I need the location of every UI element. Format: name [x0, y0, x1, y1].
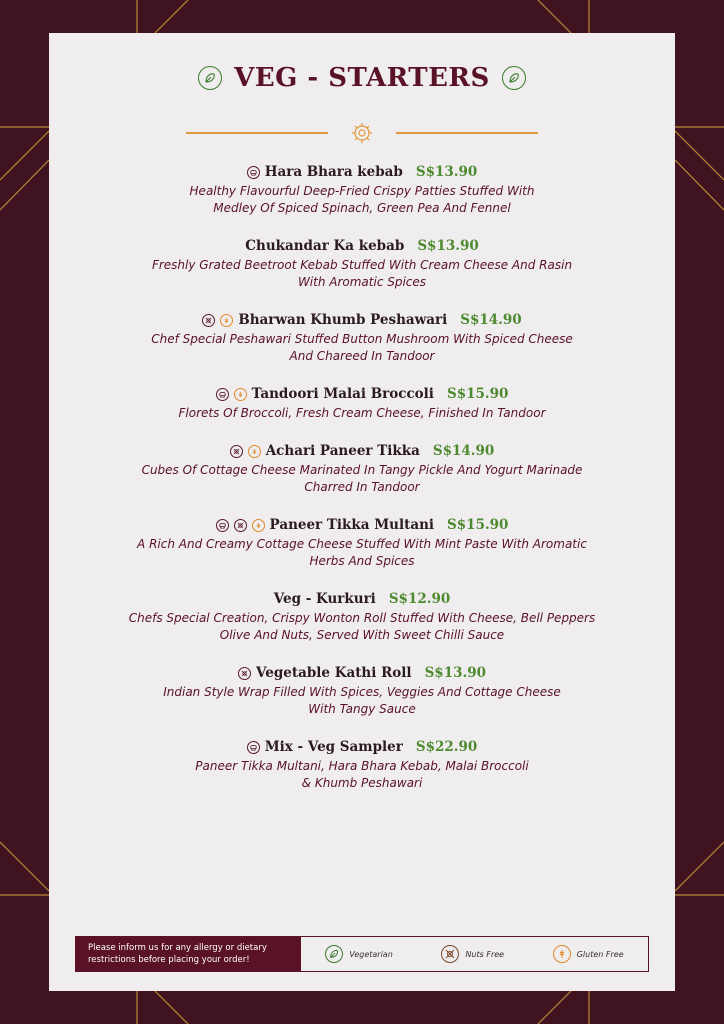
- vegetarian-icon: [502, 66, 526, 90]
- item-description: Chefs Special Creation, Crispy Wonton Roll Stuffed With Cheese, Bell Peppers: [128, 611, 596, 625]
- menu-item-header: [49, 237, 675, 255]
- item-price: S$14.90: [460, 312, 522, 328]
- gluten-free-icon: [248, 445, 261, 458]
- vegetarian-icon: [325, 945, 343, 963]
- item-description: Florets Of Broccoli, Fresh Cream Cheese, Finished In Tandoor: [178, 406, 546, 420]
- menu-item: [49, 163, 675, 217]
- item-price: S$12.90: [388, 591, 451, 607]
- legend-item-vegetarian: [325, 945, 392, 963]
- menu-item-header: [49, 738, 675, 756]
- menu-item-header: [49, 516, 675, 534]
- gluten-free-icon: [553, 945, 571, 963]
- item-name: Mix - Veg Sampler: [264, 739, 403, 755]
- item-description: Freshly Grated Beetroot Kebab Stuffed With Cream Cheese And Rasin: [151, 258, 573, 272]
- item-description: A Rich And Creamy Cottage Cheese Stuffed With Mint Paste With Aromatic: [137, 537, 587, 551]
- item-name: Bharwan Khumb Peshawari: [238, 312, 448, 328]
- item-name: Paneer Tikka Multani: [269, 517, 435, 533]
- item-name: Hara Bhara kebab: [264, 164, 403, 180]
- item-price: S$13.90: [424, 665, 486, 681]
- nuts-free-icon: [230, 445, 243, 458]
- item-price: S$14.90: [432, 443, 495, 459]
- mandala-icon: [350, 121, 374, 145]
- nuts-free-icon: [238, 667, 251, 680]
- menu-item: [49, 385, 675, 422]
- item-description: And Chareed In Tandoor: [289, 349, 435, 363]
- legend: [301, 937, 648, 971]
- item-description: Medley Of Spiced Spinach, Green Pea And Fennel: [213, 201, 511, 215]
- item-price: S$13.90: [417, 238, 479, 254]
- ornament-divider: [49, 121, 675, 145]
- menu-item: [49, 311, 675, 365]
- gluten-free-icon: [234, 388, 247, 401]
- menu-item-header: [49, 442, 675, 460]
- item-description: Paneer Tikka Multani, Hara Bhara Kebab, Malai Broccoli: [195, 759, 529, 773]
- item-name: Vegetable Kathi Roll: [256, 665, 412, 681]
- item-description: Chef Special Peshawari Stuffed Button Mushroom With Spiced Cheese: [151, 332, 573, 346]
- item-price: S$22.90: [415, 739, 478, 755]
- menu-item-header: [49, 311, 675, 329]
- vegetarian-icon: [198, 66, 222, 90]
- menu-item-header: [49, 590, 675, 608]
- legend-item-nuts-free: [441, 945, 504, 963]
- menu-item: [49, 516, 675, 570]
- legend-label: Nuts Free: [465, 949, 505, 959]
- chef-icon: [216, 519, 229, 532]
- menu-item-header: [49, 385, 675, 403]
- allergy-line: Please inform us for any allergy or dietary: [88, 943, 267, 953]
- nuts-free-icon: [234, 519, 247, 532]
- menu-item-header: [49, 163, 675, 181]
- item-name: Veg - Kurkuri: [273, 591, 376, 607]
- item-name: Tandoori Malai Broccoli: [251, 386, 434, 402]
- allergy-line: restrictions before placing your order!: [88, 955, 250, 965]
- chef-icon: [216, 388, 229, 401]
- menu-item: [49, 237, 675, 291]
- menu-items: [49, 163, 675, 812]
- nuts-free-icon: [202, 314, 215, 327]
- menu-item: [49, 738, 675, 792]
- item-description: Indian Style Wrap Filled With Spices, Veggies And Cottage Cheese: [163, 685, 561, 699]
- gluten-free-icon: [252, 519, 265, 532]
- page-title: VEG - STARTERS: [234, 63, 490, 93]
- item-description: With Tangy Sauce: [308, 702, 416, 716]
- gluten-free-icon: [220, 314, 233, 327]
- legend-item-gluten-free: [553, 945, 624, 963]
- legend-label: Vegetarian: [349, 949, 393, 959]
- item-description: Olive And Nuts, Served With Sweet Chilli Sauce: [219, 628, 505, 642]
- nuts-free-icon: [441, 945, 459, 963]
- menu-item-header: [49, 664, 675, 682]
- legend-label: Gluten Free: [576, 949, 624, 959]
- item-description: Healthy Flavourful Deep-Fried Crispy Patties Stuffed With: [189, 184, 535, 198]
- item-price: S$13.90: [415, 164, 478, 180]
- item-description: Herbs And Spices: [309, 554, 415, 568]
- menu-item: [49, 664, 675, 718]
- allergy-notice: [76, 937, 301, 971]
- item-name: Chukandar Ka kebab: [245, 238, 405, 254]
- item-name: Achari Paneer Tikka: [265, 443, 420, 459]
- chef-icon: [247, 166, 260, 179]
- menu-item: [49, 590, 675, 644]
- menu-page: [49, 33, 675, 991]
- item-price: S$15.90: [446, 386, 509, 402]
- item-description: Cubes Of Cottage Cheese Marinated In Tangy Pickle And Yogurt Marinade: [141, 463, 583, 477]
- footer-bar: [75, 936, 649, 972]
- menu-item: [49, 442, 675, 496]
- item-price: S$15.90: [447, 517, 509, 533]
- item-description: With Aromatic Spices: [297, 275, 427, 289]
- chef-icon: [247, 741, 260, 754]
- menu-header: [49, 63, 675, 93]
- item-description: & Khumb Peshawari: [301, 776, 423, 790]
- item-description: Charred In Tandoor: [304, 480, 420, 494]
